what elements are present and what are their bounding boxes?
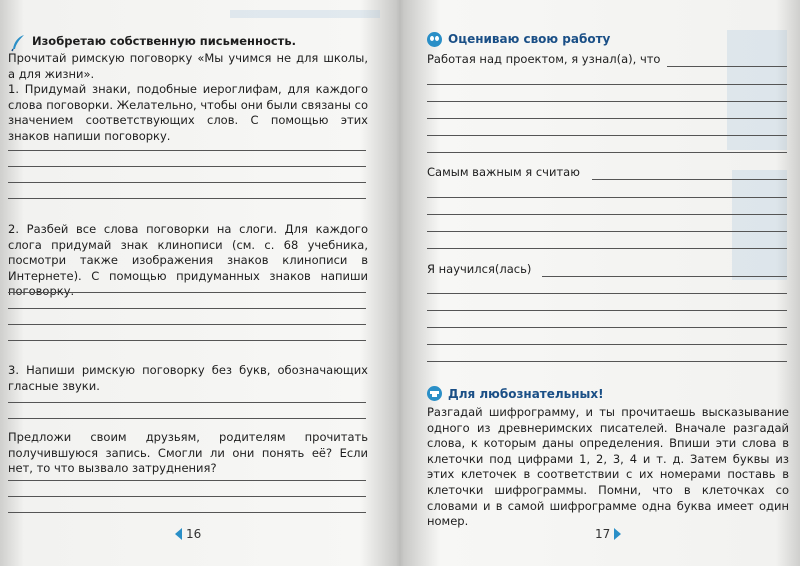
answer-line[interactable] xyxy=(542,276,787,277)
answer-line[interactable] xyxy=(8,166,366,167)
answer-line[interactable] xyxy=(8,150,366,151)
prompt-learned: Работая над проектом, я узнал(а), что xyxy=(427,52,661,66)
answer-line[interactable] xyxy=(8,418,366,419)
arrow-left-icon xyxy=(175,528,182,540)
answer-line[interactable] xyxy=(8,480,366,481)
curious-text: Разгадай шифрограмму, и ты прочитаешь высказывание одного из древнеримских писателей. Вначале разгадай слова, к которым даны определения. Впиши эти слова в клеточки под цифрами 1, 2, 3, 4 и т. д. Затем буквы из этих клеточек в соответствии с их номерами поставь в клеточки шифрограммы. Помни, что в клеточках со словами и в самой шифрограмме одна буква имеет один номер. xyxy=(427,405,789,529)
answer-line[interactable] xyxy=(427,214,787,215)
answer-line[interactable] xyxy=(427,84,787,85)
answer-line[interactable] xyxy=(8,182,366,183)
right-page xyxy=(402,0,800,566)
bleed-through xyxy=(732,170,787,280)
task-1: 1. Придумай знаки, подобные иероглифам, для каждого слова поговорки. Желательно, чтобы они были связаны со значением соответствующих слов. С помощью этих знаков напиши поговорку. xyxy=(8,82,368,143)
task-4: Предложи своим друзьям, родителям прочитать получившуюся запись. Смогли ли они понять её? Если нет, то что вызвало затруднения? xyxy=(8,430,368,476)
answer-line[interactable] xyxy=(8,198,366,199)
graduation-cap-icon xyxy=(427,386,442,401)
answer-line[interactable] xyxy=(427,361,787,362)
curious-title: Для любознательных! xyxy=(448,387,604,401)
prompt-important: Самым важным я считаю xyxy=(427,165,580,179)
answer-line[interactable] xyxy=(427,293,787,294)
eyes-icon xyxy=(427,32,442,47)
answer-line[interactable] xyxy=(427,344,787,345)
answer-line[interactable] xyxy=(427,197,787,198)
answer-line[interactable] xyxy=(8,340,366,341)
section-title: Оцениваю свою работу xyxy=(448,32,611,46)
task-3: 3. Напиши римскую поговорку без букв, обозначающих гласные звуки. xyxy=(8,363,368,393)
answer-line[interactable] xyxy=(427,327,787,328)
bleed-through xyxy=(727,30,787,150)
bleed-through xyxy=(230,10,380,18)
answer-line[interactable] xyxy=(8,512,366,513)
answer-line[interactable] xyxy=(427,118,787,119)
answer-line[interactable] xyxy=(427,101,787,102)
answer-line[interactable] xyxy=(427,248,787,249)
arrow-right-icon xyxy=(614,528,621,540)
answer-line[interactable] xyxy=(8,402,366,403)
answer-line[interactable] xyxy=(427,152,787,153)
answer-line[interactable] xyxy=(592,179,787,180)
intro-text: Прочитай римскую поговорку «Мы учимся не для школы, а для жизни». xyxy=(8,51,368,81)
answer-line[interactable] xyxy=(8,292,366,293)
answer-line[interactable] xyxy=(427,135,787,136)
answer-line[interactable] xyxy=(8,496,366,497)
section-title: Изобретаю собственную письменность. xyxy=(32,34,296,48)
answer-line[interactable] xyxy=(667,66,787,67)
quill-pen-icon xyxy=(10,34,26,52)
page-number: 17 xyxy=(595,527,611,541)
answer-line[interactable] xyxy=(427,231,787,232)
task-2: 2. Разбей все слова поговорки на слоги. Для каждого слога придумай знак клинописи (см. с. 68 учебника, посмотри также изображения знаков клинописи в Интернете). С помощью придуманных знаков напиши поговорку. xyxy=(8,222,368,299)
left-page xyxy=(0,0,398,566)
answer-line[interactable] xyxy=(8,324,366,325)
answer-line[interactable] xyxy=(427,310,787,311)
prompt-learned-skill: Я научился(лась) xyxy=(427,262,532,276)
answer-line[interactable] xyxy=(8,308,366,309)
page-number: 16 xyxy=(186,527,202,541)
